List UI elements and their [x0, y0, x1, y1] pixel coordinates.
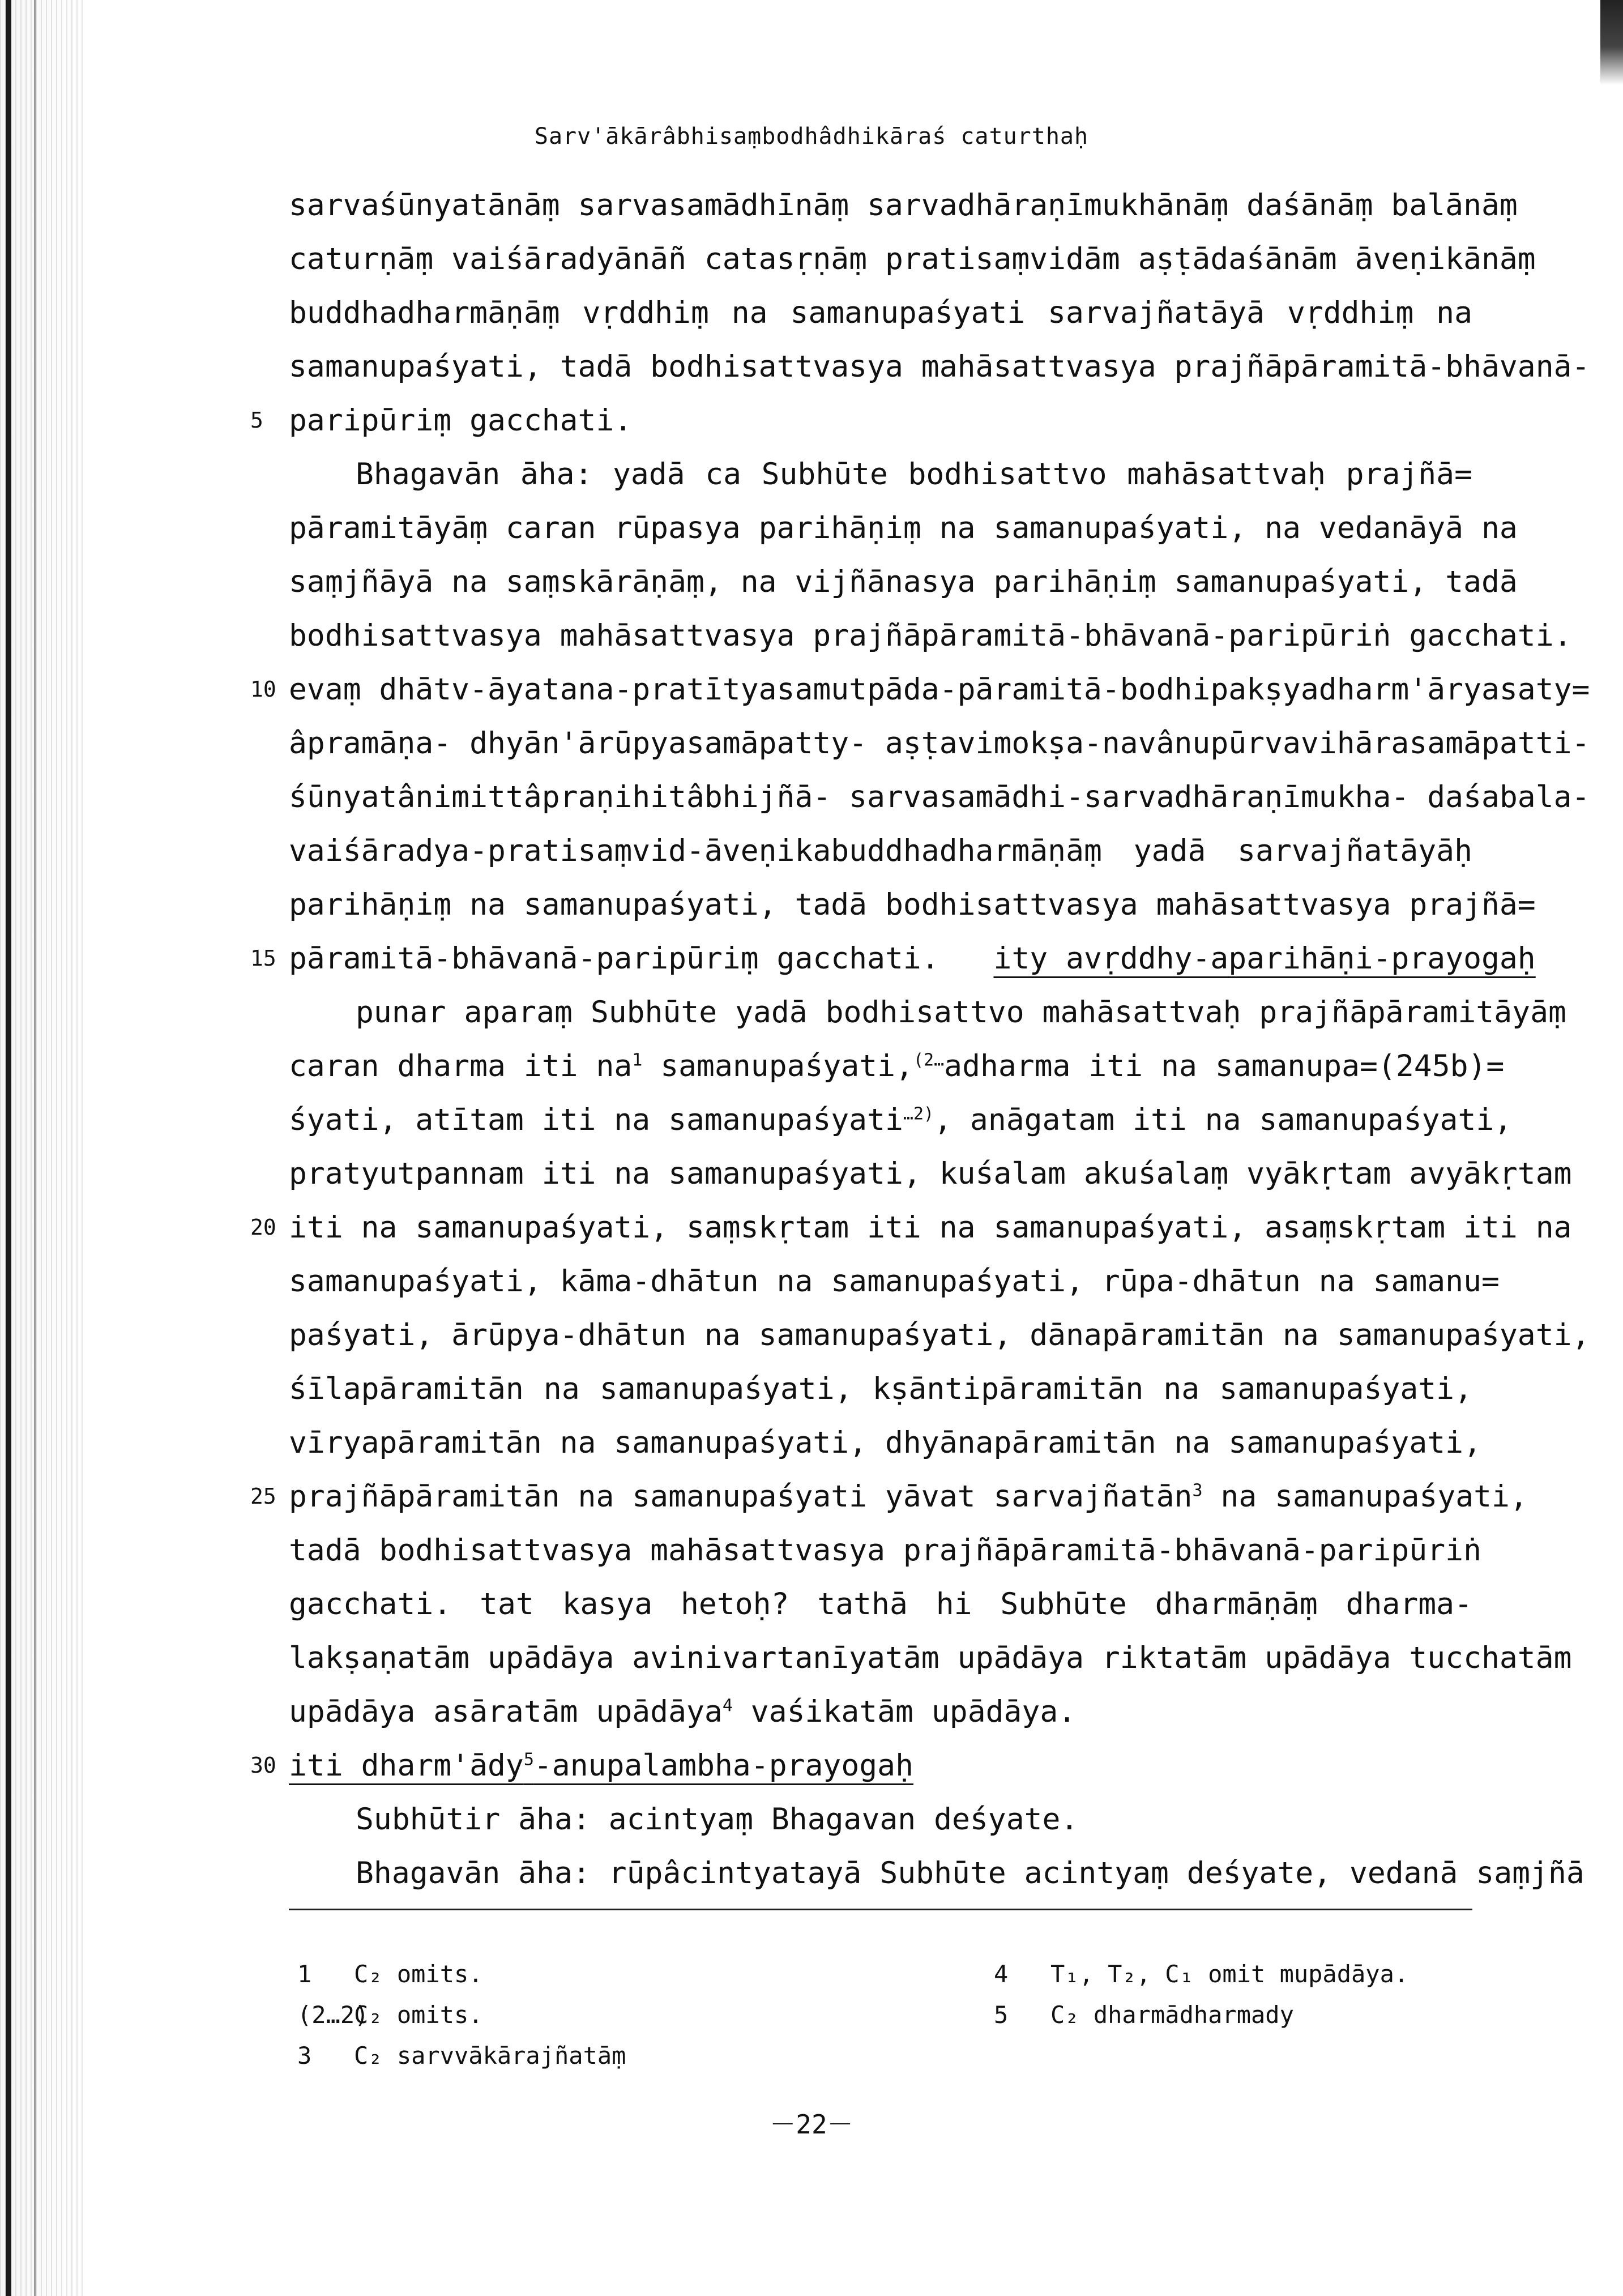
line-text: gacchati. tat kasya hetoḥ? tathā hi Subhūte dharmāṇāṃ dharma- [289, 1587, 1472, 1621]
footnote-marker: 1 [632, 1050, 643, 1070]
line-text: punar aparaṃ Subhūte yadā bodhisattvo mahāsattvaḥ prajñāpāramitāyāṃ [356, 995, 1566, 1030]
line-text: Bhagavān āha: rūpâcintyatayā Subhūte acintyaṃ deśyate, vedanā saṃjñā [356, 1856, 1584, 1890]
footnote-text: C₂ omits. [354, 1960, 483, 1988]
line-text: Bhagavān āha: yadā ca Subhūte bodhisattvo mahāsattvaḥ prajñā= [356, 457, 1472, 492]
text-line [250, 1470, 1528, 1523]
line-text: saṃjñāyā na saṃskārāṇāṃ, na vijñānasya parihāṇiṃ samanupaśyati, tadā [289, 565, 1518, 599]
line-text: upādāya asāratām upādāya [289, 1695, 723, 1729]
footnote [297, 1954, 920, 1995]
footnote-number: 5 [994, 2001, 1009, 2029]
text-line [289, 716, 1590, 770]
main-text [250, 178, 1590, 1900]
text-line [250, 1739, 1472, 1793]
page-number: －22－ [770, 2109, 853, 2140]
line-text: na samanupaśyati, [1202, 1479, 1528, 1514]
text-line [289, 1846, 1584, 1900]
line-text: pratyutpannam iti na samanupaśyati, kuśalam akuśalaṃ vyākṛtam avyākṛtam [289, 1156, 1572, 1191]
footnotes-right [994, 1954, 1504, 2035]
line-text: caran dharma iti na [289, 1049, 633, 1083]
text-line [289, 609, 1572, 663]
footnote-marker: 5 [523, 1749, 534, 1770]
footnote [994, 1995, 1504, 2035]
line-text: sarvaśūnyatānāṃ sarvasamādhīnāṃ sarvadhāraṇīmukhānāṃ daśānāṃ balānāṃ [289, 188, 1518, 223]
running-header: Sarv'ākārâbhisaṃbodhâdhikāraś caturthaḥ [534, 123, 1089, 150]
line-text: pāramitāyāṃ caran rūpasya parihāṇiṃ na samanupaśyati, na vedanāyā na [289, 511, 1518, 545]
text-line [289, 1577, 1472, 1631]
book-binding-edge [0, 0, 85, 2296]
line-number: 10 [250, 677, 276, 702]
footnote-number: (2…2) [297, 2001, 369, 2029]
text-line [289, 501, 1518, 555]
text-line [289, 340, 1590, 394]
line-text: paśyati, ārūpya-dhātun na samanupaśyati, dānapāramitān na samanupaśyati, [289, 1318, 1590, 1352]
text-line [289, 447, 1472, 501]
line-text: Subhūtir āha: acintyaṃ Bhagavan deśyate. [356, 1802, 1079, 1837]
line-text: evaṃ dhātv-āyatana-pratītyasamutpāda-pāramitā-bodhipakṣyadharm'āryasaty= [289, 672, 1590, 707]
text-line [289, 1685, 1472, 1739]
line-text: adharma iti na samanupa=(245b)= [944, 1049, 1505, 1083]
footnote-marker: (2… [913, 1050, 945, 1070]
footnote-marker: 3 [1192, 1480, 1203, 1501]
text-line [289, 770, 1590, 824]
line-text: samanupaśyati, kāma-dhātun na samanupaśyati, rūpa-dhātun na samanu= [289, 1264, 1500, 1299]
text-line [289, 1039, 1505, 1093]
text-line [289, 878, 1536, 932]
text-line [289, 1147, 1572, 1201]
line-text: pāramitā-bhāvanā-paripūriṃ gacchati. [289, 941, 939, 976]
line-number: 15 [250, 946, 276, 971]
line-text: , anāgatam iti na samanupaśyati, [934, 1103, 1513, 1137]
line-text: vīryapāramitān na samanupaśyati, dhyānapāramitān na samanupaśyati, [289, 1426, 1481, 1460]
text-line [250, 394, 1472, 447]
text-line [289, 1416, 1481, 1470]
text-line [289, 1254, 1500, 1308]
footnote-text: T₁, T₂, C₁ omit mupādāya. [1050, 1960, 1409, 1988]
text-line [289, 1362, 1472, 1416]
footnote-text: C₂ omits. [354, 2001, 483, 2029]
footnote-text: C₂ sarvvākārajñatāṃ [354, 2042, 626, 2069]
footnote-number: 4 [994, 1960, 1009, 1988]
text-line [250, 663, 1590, 716]
text-line [289, 178, 1518, 232]
line-text: paripūriṃ gacchati. [289, 403, 633, 438]
line-text: samanupaśyati, [642, 1049, 913, 1083]
text-line [289, 985, 1566, 1039]
section-heading: iti dharm'ādy$^5$-anupalambha-prayogaḥ [289, 1748, 913, 1783]
line-text: vaśikatām upādāya. [732, 1695, 1077, 1729]
line-text: iti na samanupaśyati, saṃskṛtam iti na samanupaśyati, asaṃskṛtam iti na [289, 1210, 1572, 1245]
text-line [250, 1201, 1572, 1254]
footnotes-left [297, 1954, 920, 2076]
line-text: bodhisattvasya mahāsattvasya prajñāpāramitā-bhāvanā-paripūriṅ gacchati. [289, 618, 1572, 653]
line-number: 30 [250, 1753, 276, 1778]
text-line [289, 1793, 1472, 1846]
text-line [289, 1631, 1572, 1685]
text-line [289, 1308, 1590, 1362]
page-corner-shadow [1600, 0, 1623, 85]
line-text: lakṣaṇatām upādāya avinivartanīyatām upādāya riktatām upādāya tucchatām [289, 1641, 1572, 1675]
line-text: parihāṇiṃ na samanupaśyati, tadā bodhisattvasya mahāsattvasya prajñā= [289, 887, 1536, 922]
footnote-divider [289, 1909, 1472, 1910]
text-line [289, 824, 1472, 878]
line-text: prajñāpāramitān na samanupaśyati yāvat sarvajñatān [289, 1479, 1193, 1514]
footnote [994, 1954, 1504, 1995]
line-text: vaiśāradya-pratisaṃvid-āveṇikabuddhadharmāṇāṃ yadā sarvajñatāyāḥ [289, 834, 1472, 868]
line-text: âpramāṇa- dhyān'ārūpyasamāpatty- aṣṭavimokṣa-navânupūrvavihārasamāpatti- [289, 726, 1590, 761]
footnote-text: C₂ dharmādharmady [1050, 2001, 1294, 2029]
line-text: śyati, atītam iti na samanupaśyati [289, 1103, 903, 1137]
text-line [250, 932, 1536, 985]
footnote-number: 1 [297, 1960, 312, 1988]
line-text: tadā bodhisattvasya mahāsattvasya prajñāpāramitā-bhāvanā-paripūriṅ [289, 1533, 1481, 1568]
text-line [289, 286, 1472, 340]
footnote-number: 3 [297, 2042, 312, 2069]
section-heading: ity avṛddhy-aparihāṇi-prayogaḥ [993, 941, 1536, 976]
text-line [289, 232, 1536, 286]
line-text: samanupaśyati, tadā bodhisattvasya mahāsattvasya prajñāpāramitā-bhāvanā- [289, 349, 1590, 384]
footnote-marker: …2) [903, 1104, 934, 1124]
line-number: 20 [250, 1215, 276, 1240]
footnote [297, 1995, 920, 2035]
line-number: 5 [250, 408, 263, 433]
text-line [289, 1093, 1513, 1147]
footnote [297, 2035, 920, 2076]
footnote-marker: 4 [722, 1696, 733, 1716]
text-line [289, 555, 1518, 609]
line-text: caturṇāṃ vaiśāradyānāñ catasṛṇāṃ pratisaṃvidām aṣṭādaśānām āveṇikānāṃ [289, 242, 1536, 276]
line-text: buddhadharmāṇāṃ vṛddhiṃ na samanupaśyati sarvajñatāyā vṛddhiṃ na [289, 296, 1472, 330]
text-line [289, 1523, 1481, 1577]
line-number: 25 [250, 1484, 276, 1509]
line-text: śūnyatânimittâpraṇihitâbhijñā- sarvasamādhi-sarvadhāraṇīmukha- daśabala- [289, 780, 1590, 814]
line-text: śīlapāramitān na samanupaśyati, kṣāntipāramitān na samanupaśyati, [289, 1372, 1472, 1406]
